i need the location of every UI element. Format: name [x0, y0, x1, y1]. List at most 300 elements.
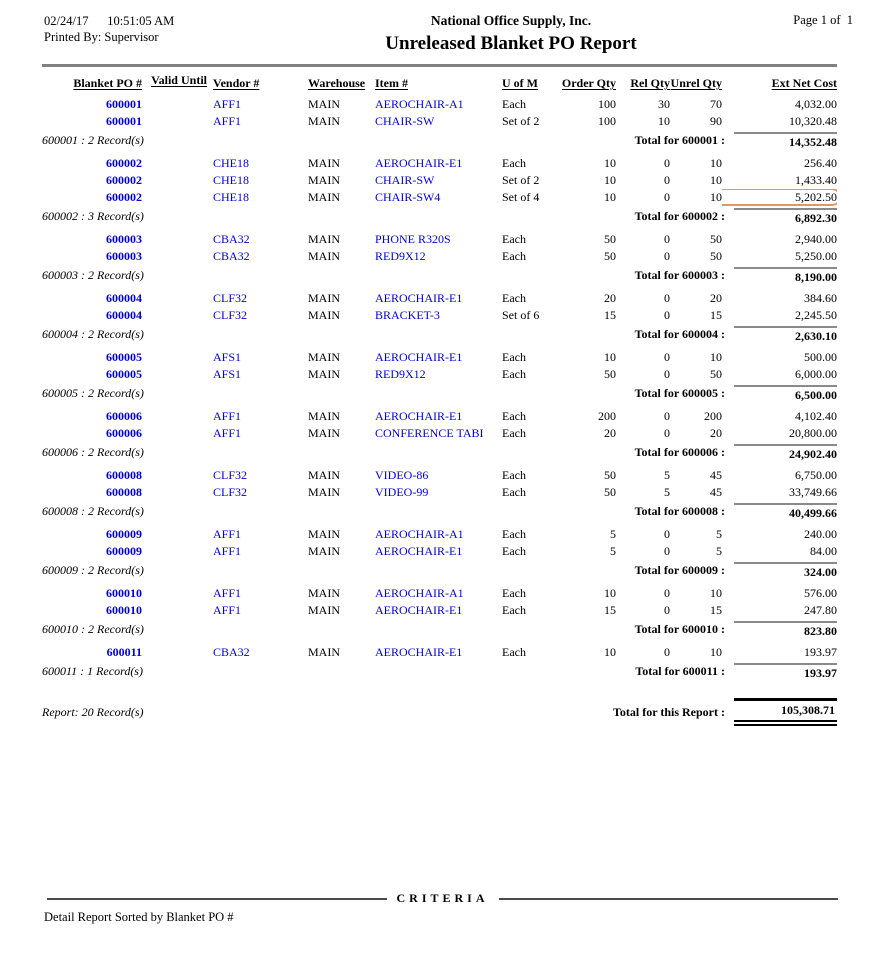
group-summary-row [42, 267, 837, 286]
valid-until-cell [142, 231, 207, 248]
page-info: Page 1 of 1 [793, 13, 853, 27]
table-row [42, 526, 837, 543]
item-link[interactable]: AEROCHAIR-E1 [375, 645, 463, 659]
valid-until-cell [142, 543, 207, 560]
ext-net-cost-cell: 20,800.00 [789, 426, 837, 440]
group-record-count: 600010 : 2 Record(s) [42, 622, 144, 636]
item-link[interactable]: PHONE R320S [375, 232, 451, 246]
group-total-amount: 823.80 [734, 621, 837, 640]
criteria-heading: CRITERIA [396, 891, 489, 905]
company-name: National Office Supply, Inc. [430, 13, 592, 28]
order-qty-cell: 15 [604, 603, 616, 617]
warehouse-cell: MAIN [308, 114, 340, 128]
po-group [42, 463, 837, 522]
warehouse-cell: MAIN [308, 527, 340, 541]
uom-cell: Each [502, 249, 526, 263]
uom-cell: Each [502, 544, 526, 558]
ext-net-cost-cell: 1,433.40 [795, 173, 837, 187]
uom-cell: Set of 2 [502, 114, 540, 128]
col-header-vendor: Vendor # [213, 76, 260, 90]
col-header-valid-until: Valid Until [151, 74, 207, 87]
warehouse-cell: MAIN [308, 173, 340, 187]
group-total-label: Total for 600009 : [634, 563, 725, 577]
table-row [42, 585, 837, 602]
vendor-link[interactable]: AFF1 [213, 114, 242, 128]
warehouse-cell: MAIN [308, 603, 340, 617]
valid-until-cell [142, 189, 207, 206]
ext-net-cost-cell: 10,320.48 [789, 114, 837, 128]
unrel-qty-cell: 10 [710, 190, 722, 204]
table-row [42, 231, 837, 248]
blanket-po-link[interactable]: 600008 [106, 468, 142, 482]
table-row [42, 366, 837, 383]
order-qty-cell: 15 [604, 308, 616, 322]
warehouse-cell: MAIN [308, 291, 340, 305]
valid-until-cell [142, 467, 207, 484]
unrel-qty-cell: 10 [710, 156, 722, 170]
report-total-row [42, 698, 837, 726]
table-row [42, 113, 837, 130]
table-row [42, 155, 837, 172]
ext-net-cost-cell: 33,749.66 [789, 485, 837, 499]
item-link[interactable]: RED9X12 [375, 249, 426, 263]
unrel-qty-cell: 10 [710, 173, 722, 187]
order-qty-cell: 50 [604, 468, 616, 482]
group-summary-row [42, 444, 837, 463]
rel-qty-cell: 0 [664, 308, 670, 322]
group-total-amount: 24,902.40 [734, 444, 837, 463]
report-total-amount: 105,308.71 [734, 698, 837, 726]
col-header-blanket-po: Blanket PO # [73, 76, 142, 90]
warehouse-cell: MAIN [308, 232, 340, 246]
table-row [42, 484, 837, 501]
group-record-count: 600001 : 2 Record(s) [42, 133, 144, 147]
vendor-link[interactable]: CLF32 [213, 308, 248, 322]
report-total-label: Total for this Report : [613, 705, 725, 719]
ext-net-cost-cell: 5,250.00 [795, 249, 837, 263]
vendor-link[interactable]: CBA32 [213, 645, 250, 659]
rel-qty-cell: 5 [664, 485, 670, 499]
group-total-amount: 14,352.48 [734, 132, 837, 151]
blanket-po-link[interactable]: 600006 [106, 426, 142, 440]
table-row [42, 425, 837, 442]
po-group [42, 345, 837, 404]
unrel-qty-cell: 20 [710, 426, 722, 440]
blanket-po-link[interactable]: 600009 [106, 544, 142, 558]
vendor-link[interactable]: AFF1 [213, 97, 242, 111]
unrel-qty-cell: 90 [710, 114, 722, 128]
criteria-section [47, 891, 838, 906]
rel-qty-cell: 0 [664, 367, 670, 381]
group-total-label: Total for 600001 : [634, 133, 725, 147]
item-link[interactable]: CONFERENCE TABI [375, 426, 484, 440]
valid-until-cell [142, 113, 207, 130]
valid-until-cell [142, 585, 207, 602]
order-qty-cell: 50 [604, 249, 616, 263]
group-total-label: Total for 600011 : [635, 664, 725, 678]
valid-until-cell [142, 644, 207, 661]
item-link[interactable]: AEROCHAIR-A1 [375, 97, 464, 111]
vendor-link[interactable]: CLF32 [213, 291, 248, 305]
warehouse-cell: MAIN [308, 468, 340, 482]
valid-until-cell [142, 155, 207, 172]
sort-criteria-text: Detail Report Sorted by Blanket PO # [44, 910, 234, 924]
group-total-amount: 193.97 [734, 663, 837, 682]
warehouse-cell: MAIN [308, 156, 340, 170]
unrel-qty-cell: 50 [710, 249, 722, 263]
valid-until-cell [142, 425, 207, 442]
uom-cell: Each [502, 527, 526, 541]
blanket-po-link[interactable]: 600001 [106, 114, 142, 128]
unrel-qty-cell: 20 [710, 291, 722, 305]
vendor-link[interactable]: AFS1 [213, 350, 242, 364]
valid-until-cell [142, 602, 207, 619]
vendor-link[interactable]: CHE18 [213, 190, 249, 204]
order-qty-cell: 50 [604, 367, 616, 381]
uom-cell: Each [502, 350, 526, 364]
criteria-rule-right [499, 898, 839, 900]
rel-qty-cell: 0 [664, 232, 670, 246]
group-summary-row [42, 663, 837, 682]
group-record-count: 600009 : 2 Record(s) [42, 563, 144, 577]
item-link[interactable]: VIDEO-99 [375, 485, 429, 499]
po-group [42, 581, 837, 640]
ext-net-cost-cell: 247.80 [804, 603, 837, 617]
group-total-label: Total for 600006 : [634, 445, 725, 459]
header-divider [42, 64, 837, 67]
blanket-po-link[interactable]: 600006 [106, 409, 142, 423]
order-qty-cell: 10 [604, 173, 616, 187]
ext-net-cost-cell: 2,245.50 [795, 308, 837, 322]
ext-net-cost-cell: 576.00 [804, 586, 837, 600]
item-link[interactable]: CHAIR-SW4 [375, 190, 441, 204]
col-header-unrel-qty: Unrel Qty [670, 76, 722, 90]
item-link[interactable]: VIDEO-86 [375, 468, 429, 482]
blanket-po-link[interactable]: 600005 [106, 367, 142, 381]
warehouse-cell: MAIN [308, 586, 340, 600]
item-link[interactable]: CHAIR-SW [375, 173, 435, 187]
item-link[interactable]: CHAIR-SW [375, 114, 435, 128]
unrel-qty-cell: 45 [710, 485, 722, 499]
group-total-amount: 324.00 [734, 562, 837, 581]
blanket-po-link[interactable]: 600003 [106, 232, 142, 246]
vendor-link[interactable]: AFF1 [213, 586, 242, 600]
table-body [42, 92, 837, 682]
group-total-amount: 40,499.66 [734, 503, 837, 522]
unrel-qty-cell: 200 [704, 409, 722, 423]
rel-qty-cell: 0 [664, 586, 670, 600]
rel-qty-cell: 0 [664, 603, 670, 617]
table-row [42, 543, 837, 560]
criteria-rule-left [47, 898, 387, 900]
warehouse-cell: MAIN [308, 485, 340, 499]
valid-until-cell [142, 96, 207, 113]
group-total-label: Total for 600003 : [634, 268, 725, 282]
valid-until-cell [142, 307, 207, 324]
ext-net-cost-cell: 6,000.00 [795, 367, 837, 381]
ext-net-cost-cell: 4,102.40 [795, 409, 837, 423]
table-row [42, 172, 837, 189]
group-total-label: Total for 600002 : [634, 209, 725, 223]
po-group [42, 640, 837, 682]
rel-qty-cell: 0 [664, 409, 670, 423]
blanket-po-link[interactable]: 600005 [106, 350, 142, 364]
uom-cell: Each [502, 603, 526, 617]
item-link[interactable]: AEROCHAIR-E1 [375, 409, 463, 423]
rel-qty-cell: 10 [658, 114, 670, 128]
report-record-count: Report: 20 Record(s) [42, 705, 144, 719]
group-summary-row [42, 503, 837, 522]
group-summary-row [42, 326, 837, 345]
unrel-qty-cell: 70 [710, 97, 722, 111]
item-link[interactable]: AEROCHAIR-A1 [375, 527, 464, 541]
item-link[interactable]: AEROCHAIR-E1 [375, 350, 463, 364]
po-group [42, 227, 837, 286]
group-summary-row [42, 385, 837, 404]
group-total-amount: 6,500.00 [734, 385, 837, 404]
item-link[interactable]: AEROCHAIR-E1 [375, 544, 463, 558]
group-total-amount: 8,190.00 [734, 267, 837, 286]
blanket-po-link[interactable]: 600004 [106, 291, 142, 305]
ext-net-cost-cell: 240.00 [804, 527, 837, 541]
table-row [42, 408, 837, 425]
uom-cell: Each [502, 586, 526, 600]
order-qty-cell: 50 [604, 485, 616, 499]
group-record-count: 600005 : 2 Record(s) [42, 386, 144, 400]
uom-cell: Each [502, 485, 526, 499]
rel-qty-cell: 0 [664, 544, 670, 558]
unrel-qty-cell: 50 [710, 367, 722, 381]
table-row [42, 96, 837, 113]
vendor-link[interactable]: AFF1 [213, 603, 242, 617]
ext-net-cost-cell: 2,940.00 [795, 232, 837, 246]
vendor-link[interactable]: AFF1 [213, 409, 242, 423]
vendor-link[interactable]: CBA32 [213, 249, 250, 263]
group-summary-row [42, 132, 837, 151]
col-header-ext-net-cost: Ext Net Cost [771, 76, 837, 90]
valid-until-cell [142, 290, 207, 307]
uom-cell: Each [502, 468, 526, 482]
group-record-count: 600006 : 2 Record(s) [42, 445, 144, 459]
valid-until-cell [142, 172, 207, 189]
rel-qty-cell: 0 [664, 527, 670, 541]
blanket-po-link[interactable]: 600008 [106, 485, 142, 499]
rel-qty-cell: 0 [664, 645, 670, 659]
group-total-label: Total for 600004 : [634, 327, 725, 341]
blanket-po-link[interactable]: 600010 [106, 603, 142, 617]
warehouse-cell: MAIN [308, 249, 340, 263]
group-summary-row [42, 208, 837, 227]
po-group [42, 151, 837, 227]
uom-cell: Each [502, 232, 526, 246]
table-row [42, 467, 837, 484]
unrel-qty-cell: 45 [710, 468, 722, 482]
rel-qty-cell: 0 [664, 291, 670, 305]
blanket-po-link[interactable]: 600002 [106, 173, 142, 187]
uom-cell: Set of 4 [502, 190, 540, 204]
order-qty-cell: 20 [604, 291, 616, 305]
order-qty-cell: 100 [598, 114, 616, 128]
unrel-qty-cell: 5 [716, 544, 722, 558]
group-total-label: Total for 600010 : [634, 622, 725, 636]
warehouse-cell: MAIN [308, 426, 340, 440]
table-row [42, 290, 837, 307]
rel-qty-cell: 5 [664, 468, 670, 482]
warehouse-cell: MAIN [308, 308, 340, 322]
vendor-link[interactable]: CLF32 [213, 468, 248, 482]
printed-by: Printed By: Supervisor [44, 30, 159, 44]
table-row [42, 602, 837, 619]
uom-cell: Each [502, 426, 526, 440]
blanket-po-link[interactable]: 600001 [106, 97, 142, 111]
uom-cell: Each [502, 367, 526, 381]
group-record-count: 600011 : 1 Record(s) [42, 664, 143, 678]
report-title: Unreleased Blanket PO Report [385, 33, 637, 54]
col-header-uom: U of M [502, 76, 538, 90]
group-record-count: 600008 : 2 Record(s) [42, 504, 144, 518]
warehouse-cell: MAIN [308, 97, 340, 111]
group-total-label: Total for 600008 : [634, 504, 725, 518]
ext-net-cost-cell: 5,202.50 [722, 189, 837, 206]
vendor-link[interactable]: AFF1 [213, 527, 242, 541]
ext-net-cost-cell: 6,750.00 [795, 468, 837, 482]
order-qty-cell: 10 [604, 190, 616, 204]
ext-net-cost-cell: 256.40 [804, 156, 837, 170]
ext-net-cost-cell: 193.97 [804, 645, 837, 659]
uom-cell: Each [502, 97, 526, 111]
blanket-po-link[interactable]: 600004 [106, 308, 142, 322]
table-row [42, 644, 837, 661]
group-total-label: Total for 600005 : [634, 386, 725, 400]
group-total-amount: 6,892.30 [734, 208, 837, 227]
item-link[interactable]: AEROCHAIR-E1 [375, 291, 463, 305]
warehouse-cell: MAIN [308, 544, 340, 558]
order-qty-cell: 10 [604, 586, 616, 600]
valid-until-cell [142, 408, 207, 425]
rel-qty-cell: 0 [664, 190, 670, 204]
table-header-row [42, 74, 837, 92]
unrel-qty-cell: 50 [710, 232, 722, 246]
print-datetime: 02/24/17 10:51:05 AM [44, 14, 175, 28]
blanket-po-link[interactable]: 600003 [106, 249, 142, 263]
valid-until-cell [142, 366, 207, 383]
order-qty-cell: 20 [604, 426, 616, 440]
warehouse-cell: MAIN [308, 367, 340, 381]
valid-until-cell [142, 484, 207, 501]
ext-net-cost-cell: 4,032.00 [795, 97, 837, 111]
table-row [42, 189, 837, 206]
blanket-po-link[interactable]: 600010 [106, 586, 142, 600]
unrel-qty-cell: 10 [710, 586, 722, 600]
vendor-link[interactable]: CHE18 [213, 173, 249, 187]
unrel-qty-cell: 15 [710, 308, 722, 322]
warehouse-cell: MAIN [308, 645, 340, 659]
item-link[interactable]: BRACKET-3 [375, 308, 440, 322]
rel-qty-cell: 0 [664, 173, 670, 187]
blanket-po-link[interactable]: 600011 [106, 645, 142, 659]
warehouse-cell: MAIN [308, 350, 340, 364]
col-header-warehouse: Warehouse [308, 76, 366, 90]
rel-qty-cell: 0 [664, 249, 670, 263]
ext-net-cost-cell: 384.60 [804, 291, 837, 305]
unrel-qty-cell: 5 [716, 527, 722, 541]
col-header-rel-qty: Rel Qty [630, 76, 670, 90]
header-left [44, 13, 279, 55]
item-link[interactable]: AEROCHAIR-A1 [375, 586, 464, 600]
unrel-qty-cell: 15 [710, 603, 722, 617]
po-group [42, 404, 837, 463]
blanket-po-link[interactable]: 600002 [106, 156, 142, 170]
valid-until-cell [142, 349, 207, 366]
order-qty-cell: 100 [598, 97, 616, 111]
item-link[interactable]: AEROCHAIR-E1 [375, 603, 463, 617]
group-summary-row [42, 621, 837, 640]
order-qty-cell: 10 [604, 156, 616, 170]
group-summary-row [42, 562, 837, 581]
group-record-count: 600002 : 3 Record(s) [42, 209, 144, 223]
header-center [279, 13, 743, 55]
vendor-link[interactable]: AFF1 [213, 426, 242, 440]
valid-until-cell [142, 248, 207, 265]
order-qty-cell: 10 [604, 645, 616, 659]
warehouse-cell: MAIN [308, 409, 340, 423]
col-header-item: Item # [375, 76, 408, 90]
rel-qty-cell: 0 [664, 350, 670, 364]
po-group [42, 92, 837, 151]
table-row [42, 248, 837, 265]
group-record-count: 600004 : 2 Record(s) [42, 327, 144, 341]
order-qty-cell: 50 [604, 232, 616, 246]
group-record-count: 600003 : 2 Record(s) [42, 268, 144, 282]
unrel-qty-cell: 10 [710, 350, 722, 364]
uom-cell: Each [502, 409, 526, 423]
po-group [42, 286, 837, 345]
rel-qty-cell: 0 [664, 156, 670, 170]
uom-cell: Set of 6 [502, 308, 540, 322]
order-qty-cell: 5 [610, 544, 616, 558]
report-header [0, 0, 873, 55]
rel-qty-cell: 0 [664, 426, 670, 440]
warehouse-cell: MAIN [308, 190, 340, 204]
table-row [42, 349, 837, 366]
unrel-qty-cell: 10 [710, 645, 722, 659]
blanket-po-link[interactable]: 600002 [106, 190, 142, 204]
uom-cell: Set of 2 [502, 173, 540, 187]
uom-cell: Each [502, 156, 526, 170]
valid-until-cell [142, 526, 207, 543]
item-link[interactable]: RED9X12 [375, 367, 426, 381]
uom-cell: Each [502, 291, 526, 305]
order-qty-cell: 200 [598, 409, 616, 423]
vendor-link[interactable]: CBA32 [213, 232, 250, 246]
vendor-link[interactable]: CHE18 [213, 156, 249, 170]
ext-net-cost-cell: 500.00 [804, 350, 837, 364]
order-qty-cell: 10 [604, 350, 616, 364]
item-link[interactable]: AEROCHAIR-E1 [375, 156, 463, 170]
group-total-amount: 2,630.10 [734, 326, 837, 345]
blanket-po-link[interactable]: 600009 [106, 527, 142, 541]
vendor-link[interactable]: CLF32 [213, 485, 248, 499]
vendor-link[interactable]: AFF1 [213, 544, 242, 558]
po-report-table [42, 74, 837, 726]
uom-cell: Each [502, 645, 526, 659]
rel-qty-cell: 30 [658, 97, 670, 111]
ext-net-cost-cell: 84.00 [810, 544, 837, 558]
order-qty-cell: 5 [610, 527, 616, 541]
po-group [42, 522, 837, 581]
vendor-link[interactable]: AFS1 [213, 367, 242, 381]
table-row [42, 307, 837, 324]
